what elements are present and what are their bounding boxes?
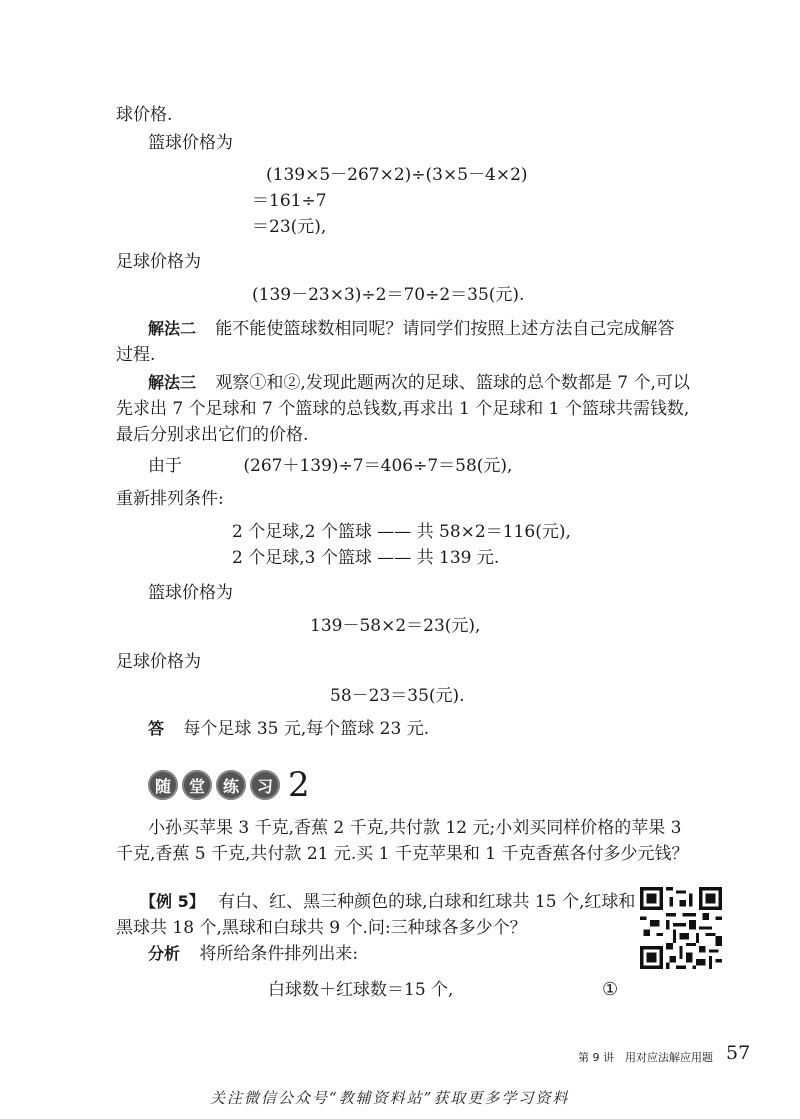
analysis-label: 分析 <box>148 944 181 963</box>
equation: (139－23×3)÷2＝70÷2＝35(元). <box>252 285 525 305</box>
section-heading <box>148 765 310 805</box>
equation: (267＋139)÷7＝406÷7＝58(元), <box>243 456 513 476</box>
example-line <box>140 890 635 914</box>
text-line <box>148 454 512 478</box>
solution-text: 能不能使篮球数相同呢？请同学们按照上述方法自己完成解答 <box>215 319 675 339</box>
circled-number-1: ① <box>602 979 619 1000</box>
equation: 139－58×2＝23(元), <box>310 616 481 636</box>
equation: ＝23(元), <box>252 217 327 237</box>
qr-code-icon[interactable] <box>640 887 722 969</box>
section-char: 随 <box>148 770 178 800</box>
example-line: 黑球共 18 个,黑球和白球共 9 个.问:三种球各多少个？ <box>116 918 527 938</box>
analysis-line <box>148 942 358 966</box>
solution-line <box>148 371 690 395</box>
condition-line: 2 个足球,3 个篮球 —— 共 139 元. <box>232 548 500 568</box>
text-line: 先求出 7 个足球和 7 个篮球的总钱数,再求出 1 个足球和 1 个篮球共需钱数, <box>116 399 690 419</box>
text-line: 最后分别求出它们的价格. <box>116 425 309 445</box>
text-line: 篮球价格为 <box>148 583 233 603</box>
exercise-line: 小孙买苹果 3 千克,香蕉 2 千克,共付款 12 元;小刘买同样价格的苹果 3 <box>148 818 682 838</box>
example-label: 【例 5】 <box>140 892 205 911</box>
text-line: 重新排列条件: <box>116 489 224 509</box>
text-line: 篮球价格为 <box>148 133 233 153</box>
equation: (139×5－267×2)÷(3×5－4×2) <box>266 165 528 185</box>
example-text: 有白、红、黑三种颜色的球,白球和红球共 15 个,红球和 <box>218 892 636 912</box>
text-line: 过程. <box>116 345 156 365</box>
watermark-note: 关注微信公众号“教辅资料站”获取更多学习资料 <box>210 1089 570 1107</box>
answer-line <box>148 717 429 741</box>
text-line: 足球价格为 <box>116 252 201 272</box>
answer-text: 每个足球 35 元,每个篮球 23 元. <box>183 719 430 739</box>
solution-text: 观察①和②,发现此题两次的足球、篮球的总个数都是 7 个,可以 <box>215 373 690 393</box>
chapter-label: 第 9 讲 用对应法解应用题 <box>578 1051 713 1064</box>
solution-label: 解法三 <box>148 373 197 392</box>
exercise-line: 千克,香蕉 5 千克,共付款 21 元.买 1 千克苹果和 1 千克香蕉各付多少元钱？ <box>116 844 689 864</box>
analysis-text: 将所给条件排列出来: <box>199 944 359 964</box>
condition-line: 2 个足球,2 个篮球 —— 共 58×2＝116(元), <box>232 522 571 542</box>
section-number: 2 <box>288 765 310 805</box>
equation: 58－23＝35(元). <box>330 686 465 706</box>
solution-label: 解法二 <box>148 319 197 338</box>
equation: ＝161÷7 <box>252 191 327 211</box>
because-label: 由于 <box>148 456 182 476</box>
section-char: 堂 <box>182 770 212 800</box>
page-number: 57 <box>726 1042 751 1064</box>
solution-line <box>148 317 674 341</box>
section-char: 习 <box>250 770 280 800</box>
text-line: 球价格. <box>116 105 173 125</box>
answer-label: 答 <box>148 719 165 738</box>
text-line: 足球价格为 <box>116 652 201 672</box>
equation: 白球数＋红球数＝15 个, <box>268 980 454 1000</box>
section-char: 练 <box>216 770 246 800</box>
